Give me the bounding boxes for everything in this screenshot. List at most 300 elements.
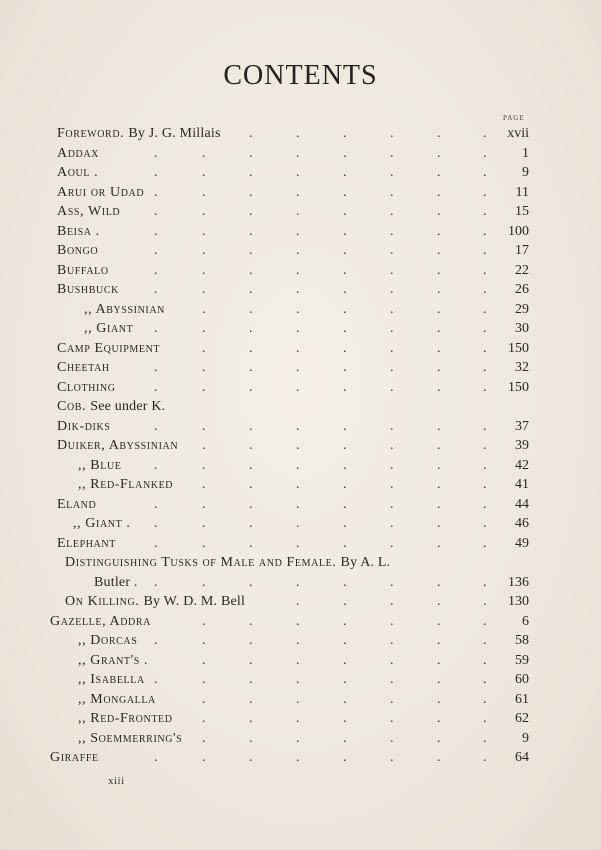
- dot-leader: .: [483, 730, 487, 746]
- dot-leader: .: [249, 574, 253, 590]
- toc-subentry: [0, 553, 601, 572]
- entry-label: Distinguishing Tusks of Male and Female.: [65, 555, 337, 570]
- dot-leader: .: [296, 477, 300, 492]
- entry-label: Giraffe: [50, 750, 99, 765]
- entry-page-number: 15: [515, 204, 529, 219]
- toc-entry: [0, 183, 601, 202]
- dot-leader: .: [343, 301, 347, 317]
- dot-leader: .: [202, 262, 206, 278]
- dot-leader: .: [343, 184, 347, 200]
- entry-page-number: 6: [522, 613, 529, 629]
- entry-page-number: 26: [515, 282, 529, 297]
- dot-leader: .: [390, 360, 394, 375]
- dot-leader: .: [343, 165, 347, 180]
- dot-leader: .: [437, 535, 441, 551]
- dot-leader: .: [390, 243, 394, 258]
- entry-label: ,, Dorcas: [78, 633, 138, 648]
- dot-leader: .: [483, 633, 487, 648]
- dot-leader: .: [154, 165, 158, 180]
- toc-entry: [0, 729, 601, 748]
- dot-leader: .: [437, 145, 441, 161]
- entry-label: ,, Grant's .: [78, 652, 149, 668]
- dot-leader: .: [296, 379, 300, 395]
- dot-leader: .: [390, 594, 394, 609]
- dot-leader: .: [437, 457, 441, 473]
- dot-leader: .: [343, 711, 347, 726]
- entry-label: ,, Soemmerring's: [78, 730, 183, 746]
- entry-label: Dik-diks: [57, 418, 111, 434]
- dot-leader: .: [343, 574, 347, 590]
- dot-leader: .: [390, 184, 394, 200]
- entry-page-number: 58: [515, 633, 529, 648]
- entry-page-number: 100: [508, 223, 529, 239]
- dot-leader: .: [202, 633, 206, 648]
- dot-leader: .: [343, 457, 347, 473]
- dot-leader: .: [296, 750, 300, 765]
- dot-leader: .: [296, 126, 300, 141]
- dot-leader: .: [437, 321, 441, 336]
- entry-label: Camp Equipment: [57, 340, 161, 356]
- dot-leader: .: [296, 165, 300, 180]
- entry-page-number: 17: [515, 243, 529, 258]
- dot-leader: .: [343, 243, 347, 258]
- dot-leader: .: [343, 672, 347, 687]
- dot-leader: .: [296, 535, 300, 551]
- toc-entry: [0, 690, 601, 709]
- entry-page-number: 29: [515, 301, 529, 317]
- dot-leader: .: [343, 379, 347, 395]
- dot-leader: .: [483, 204, 487, 219]
- entry-page-number: 9: [522, 165, 529, 180]
- entry-author: By A. L.: [340, 555, 391, 570]
- dot-leader: .: [343, 360, 347, 375]
- dot-leader: .: [249, 711, 253, 726]
- entry-label: Foreword.: [57, 126, 125, 141]
- toc-entry: [0, 417, 601, 436]
- dot-leader: .: [296, 594, 300, 609]
- dot-leader: .: [483, 496, 487, 512]
- dot-leader: .: [343, 340, 347, 356]
- dot-leader: .: [437, 262, 441, 278]
- dot-leader: .: [483, 340, 487, 356]
- entry-page-number: 59: [515, 652, 529, 668]
- dot-leader: .: [202, 282, 206, 297]
- dot-leader: .: [296, 243, 300, 258]
- entry-author: Butler .: [94, 574, 138, 590]
- dot-leader: .: [249, 613, 253, 629]
- dot-leader: .: [296, 438, 300, 453]
- page-column-label: PAGE: [503, 114, 525, 122]
- dot-leader: .: [154, 321, 158, 336]
- toc-entry: [0, 358, 601, 377]
- dot-leader: .: [296, 184, 300, 200]
- dot-leader: .: [202, 438, 206, 453]
- toc-entry: [0, 436, 601, 455]
- dot-leader: .: [390, 418, 394, 434]
- dot-leader: .: [249, 360, 253, 375]
- dot-leader: .: [483, 418, 487, 434]
- dot-leader: .: [154, 633, 158, 648]
- dot-leader: .: [437, 418, 441, 434]
- toc-entry: [0, 163, 601, 182]
- page-title: CONTENTS: [223, 60, 378, 91]
- entry-label: Bushbuck: [57, 282, 119, 297]
- dot-leader: .: [437, 184, 441, 200]
- dot-leader: .: [390, 301, 394, 317]
- dot-leader: .: [437, 652, 441, 668]
- toc-entry: [0, 651, 601, 670]
- dot-leader: .: [249, 457, 253, 473]
- dot-leader: .: [343, 262, 347, 278]
- dot-leader: .: [343, 496, 347, 512]
- dot-leader: .: [202, 613, 206, 629]
- entry-label: ,, Blue: [78, 457, 122, 473]
- entry-label: Buffalo: [57, 262, 109, 278]
- dot-leader: .: [437, 711, 441, 726]
- dot-leader: .: [437, 282, 441, 297]
- dot-leader: .: [202, 204, 206, 219]
- dot-leader: .: [343, 282, 347, 297]
- entry-label: Gazelle, Addra: [50, 613, 151, 629]
- entry-page-number: 49: [515, 535, 529, 551]
- dot-leader: .: [202, 535, 206, 551]
- dot-leader: .: [296, 321, 300, 336]
- entry-page-number: 44: [515, 496, 529, 512]
- dot-leader: .: [437, 301, 441, 317]
- dot-leader: .: [437, 340, 441, 356]
- dot-leader: .: [390, 340, 394, 356]
- dot-leader: .: [437, 613, 441, 629]
- dot-leader: .: [296, 496, 300, 512]
- entry-page-number: 62: [515, 711, 529, 726]
- dot-leader: .: [343, 652, 347, 668]
- dot-leader: .: [202, 574, 206, 590]
- dot-leader: .: [483, 379, 487, 395]
- entry-page-number: 41: [515, 477, 529, 492]
- dot-leader: .: [202, 457, 206, 473]
- entry-page-number: 130: [508, 594, 529, 609]
- dot-leader: .: [437, 360, 441, 375]
- dot-leader: .: [437, 496, 441, 512]
- entry-page-number: 61: [515, 691, 529, 707]
- dot-leader: .: [343, 613, 347, 629]
- dot-leader: .: [483, 574, 487, 590]
- dot-leader: .: [249, 750, 253, 765]
- dot-leader: .: [296, 672, 300, 687]
- dot-leader: .: [249, 321, 253, 336]
- dot-leader: .: [390, 379, 394, 395]
- dot-leader: .: [202, 145, 206, 161]
- entry-label: ,, Abyssinian: [84, 301, 165, 317]
- dot-leader: .: [296, 262, 300, 278]
- entry-page-number: 1: [522, 145, 529, 161]
- dot-leader: .: [437, 243, 441, 258]
- dot-leader: .: [154, 360, 158, 375]
- dot-leader: .: [343, 126, 347, 141]
- dot-leader: .: [249, 535, 253, 551]
- dot-leader: .: [390, 262, 394, 278]
- dot-leader: .: [249, 652, 253, 668]
- toc-entry: [0, 319, 601, 338]
- dot-leader: .: [154, 145, 158, 161]
- toc-entry: [0, 495, 601, 514]
- entry-page-number: 32: [515, 360, 529, 375]
- dot-leader: .: [202, 379, 206, 395]
- dot-leader: .: [154, 282, 158, 297]
- dot-leader: .: [343, 438, 347, 453]
- entry-page-number: 39: [515, 438, 529, 453]
- dot-leader: .: [343, 418, 347, 434]
- dot-leader: .: [483, 126, 487, 141]
- dot-leader: .: [390, 730, 394, 746]
- dot-leader: .: [202, 321, 206, 336]
- entry-label: ,, Giant: [84, 321, 134, 336]
- dot-leader: .: [437, 672, 441, 687]
- toc-entry: [0, 631, 601, 650]
- dot-leader: .: [343, 691, 347, 707]
- dot-leader: .: [296, 516, 300, 531]
- entry-label: Clothing: [57, 379, 116, 395]
- dot-leader: .: [202, 340, 206, 356]
- dot-leader: .: [390, 438, 394, 453]
- entry-label: Eland: [57, 496, 97, 512]
- dot-leader: .: [249, 262, 253, 278]
- dot-leader: .: [296, 145, 300, 161]
- dot-leader: .: [437, 379, 441, 395]
- dot-leader: .: [390, 457, 394, 473]
- entry-page-number: 60: [515, 672, 529, 687]
- entry-page-number: 11: [515, 184, 529, 200]
- entry-label: ,, Red-Flanked: [78, 477, 174, 492]
- dot-leader: .: [437, 730, 441, 746]
- dot-leader: .: [154, 574, 158, 590]
- dot-leader: .: [390, 613, 394, 629]
- dot-leader: .: [202, 243, 206, 258]
- toc-entry: [0, 339, 601, 358]
- dot-leader: .: [296, 711, 300, 726]
- dot-leader: .: [202, 184, 206, 200]
- dot-leader: .: [437, 223, 441, 239]
- dot-leader: .: [249, 165, 253, 180]
- dot-leader: .: [437, 691, 441, 707]
- dot-leader: .: [483, 223, 487, 239]
- dot-leader: .: [343, 204, 347, 219]
- entry-page-number: 9: [522, 730, 529, 746]
- dot-leader: .: [390, 165, 394, 180]
- dot-leader: .: [154, 184, 158, 200]
- entry-label: Cheetah: [57, 360, 110, 375]
- toc-entry: [0, 280, 601, 299]
- dot-leader: .: [249, 301, 253, 317]
- dot-leader: .: [343, 750, 347, 765]
- entry-label: Duiker, Abyssinian: [57, 438, 179, 453]
- dot-leader: .: [249, 223, 253, 239]
- dot-leader: .: [249, 438, 253, 453]
- dot-leader: .: [296, 340, 300, 356]
- dot-leader: .: [296, 691, 300, 707]
- dot-leader: .: [202, 165, 206, 180]
- dot-leader: .: [249, 184, 253, 200]
- entry-see-reference: See under K.: [90, 399, 166, 414]
- dot-leader: .: [437, 574, 441, 590]
- entry-label: ,, Mongalla: [78, 691, 156, 707]
- entry-label: Elephant: [57, 535, 116, 551]
- dot-leader: .: [202, 652, 206, 668]
- dot-leader: .: [390, 691, 394, 707]
- toc-entry: [0, 748, 601, 767]
- toc-entry: [0, 709, 601, 728]
- dot-leader: .: [390, 750, 394, 765]
- page-number-footer: xiii: [108, 775, 125, 787]
- entry-page-number: 22: [515, 262, 529, 278]
- toc-entry: [0, 300, 601, 319]
- entry-label: ,, Isabella: [78, 672, 145, 687]
- dot-leader: .: [296, 360, 300, 375]
- dot-leader: .: [437, 750, 441, 765]
- dot-leader: .: [483, 594, 487, 609]
- dot-leader: .: [154, 516, 158, 531]
- entry-page-number: 150: [508, 379, 529, 395]
- dot-leader: .: [249, 340, 253, 356]
- dot-leader: .: [343, 594, 347, 609]
- dot-leader: .: [437, 438, 441, 453]
- toc-entry: [0, 222, 601, 241]
- dot-leader: .: [483, 321, 487, 336]
- dot-leader: .: [296, 301, 300, 317]
- dot-leader: .: [296, 418, 300, 434]
- entry-page-number: 30: [515, 321, 529, 336]
- dot-leader: .: [249, 282, 253, 297]
- toc-entry: [0, 378, 601, 397]
- dot-leader: .: [483, 652, 487, 668]
- toc-entry: [0, 241, 601, 260]
- dot-leader: .: [437, 477, 441, 492]
- dot-leader: .: [483, 282, 487, 297]
- dot-leader: .: [343, 477, 347, 492]
- dot-leader: .: [154, 204, 158, 219]
- dot-leader: .: [437, 204, 441, 219]
- dot-leader: .: [483, 360, 487, 375]
- dot-leader: .: [483, 672, 487, 687]
- entry-label: Addax: [57, 145, 99, 161]
- dot-leader: .: [483, 145, 487, 161]
- entry-page-number: xvii: [507, 126, 529, 141]
- dot-leader: .: [343, 145, 347, 161]
- dot-leader: .: [483, 301, 487, 317]
- dot-leader: .: [249, 633, 253, 648]
- dot-leader: .: [390, 321, 394, 336]
- dot-leader: .: [343, 516, 347, 531]
- dot-leader: .: [202, 360, 206, 375]
- entry-author: By W. D. M. Bell: [143, 594, 246, 609]
- dot-leader: .: [483, 438, 487, 453]
- dot-leader: .: [249, 496, 253, 512]
- entry-page-number: 46: [515, 516, 529, 531]
- dot-leader: .: [390, 652, 394, 668]
- dot-leader: .: [483, 711, 487, 726]
- dot-leader: .: [154, 223, 158, 239]
- dot-leader: .: [296, 652, 300, 668]
- dot-leader: .: [202, 711, 206, 726]
- dot-leader: .: [343, 633, 347, 648]
- dot-leader: .: [154, 750, 158, 765]
- entry-page-number: 42: [515, 457, 529, 473]
- dot-leader: .: [202, 750, 206, 765]
- toc-entry: [0, 144, 601, 163]
- entry-label: Beisa .: [57, 223, 100, 239]
- dot-leader: .: [249, 672, 253, 687]
- dot-leader: .: [202, 477, 206, 492]
- dot-leader: .: [483, 691, 487, 707]
- dot-leader: .: [483, 262, 487, 278]
- dot-leader: .: [249, 477, 253, 492]
- entry-label: On Killing.: [65, 594, 140, 609]
- dot-leader: .: [437, 165, 441, 180]
- dot-leader: .: [390, 223, 394, 239]
- dot-leader: .: [296, 457, 300, 473]
- dot-leader: .: [390, 477, 394, 492]
- dot-leader: .: [249, 516, 253, 531]
- entry-page-number: 150: [508, 340, 529, 356]
- dot-leader: .: [249, 204, 253, 219]
- entry-label: Arui or Udad: [57, 184, 145, 200]
- dot-leader: .: [296, 574, 300, 590]
- dot-leader: .: [390, 516, 394, 531]
- dot-leader: .: [390, 711, 394, 726]
- dot-leader: .: [202, 672, 206, 687]
- entry-label: ,, Giant .: [73, 516, 131, 531]
- entry-label: Bongo: [57, 243, 99, 258]
- toc-entry: [0, 261, 601, 280]
- entry-label: Cob.: [57, 399, 87, 414]
- toc-entry-foreword: [0, 124, 601, 143]
- dot-leader: .: [437, 126, 441, 141]
- dot-leader: .: [483, 243, 487, 258]
- toc-entry: [0, 670, 601, 689]
- dot-leader: .: [296, 633, 300, 648]
- dot-leader: .: [483, 750, 487, 765]
- toc-subentry: [0, 592, 601, 611]
- dot-leader: .: [483, 516, 487, 531]
- dot-leader: .: [202, 301, 206, 317]
- dot-leader: .: [154, 457, 158, 473]
- dot-leader: .: [154, 379, 158, 395]
- dot-leader: .: [390, 574, 394, 590]
- dot-leader: .: [343, 730, 347, 746]
- dot-leader: .: [202, 730, 206, 746]
- dot-leader: .: [154, 672, 158, 687]
- toc-entry-cross-reference: [0, 397, 601, 416]
- dot-leader: .: [296, 730, 300, 746]
- dot-leader: .: [296, 282, 300, 297]
- dot-leader: .: [483, 477, 487, 492]
- dot-leader: .: [249, 243, 253, 258]
- dot-leader: .: [343, 321, 347, 336]
- entry-page-number: 37: [515, 418, 529, 434]
- dot-leader: .: [390, 145, 394, 161]
- dot-leader: .: [249, 730, 253, 746]
- dot-leader: .: [249, 418, 253, 434]
- dot-leader: .: [296, 204, 300, 219]
- dot-leader: .: [483, 184, 487, 200]
- dot-leader: .: [437, 633, 441, 648]
- dot-leader: .: [343, 535, 347, 551]
- dot-leader: .: [390, 204, 394, 219]
- dot-leader: .: [202, 516, 206, 531]
- dot-leader: .: [483, 613, 487, 629]
- dot-leader: .: [154, 262, 158, 278]
- entry-label: Aoul .: [57, 165, 99, 180]
